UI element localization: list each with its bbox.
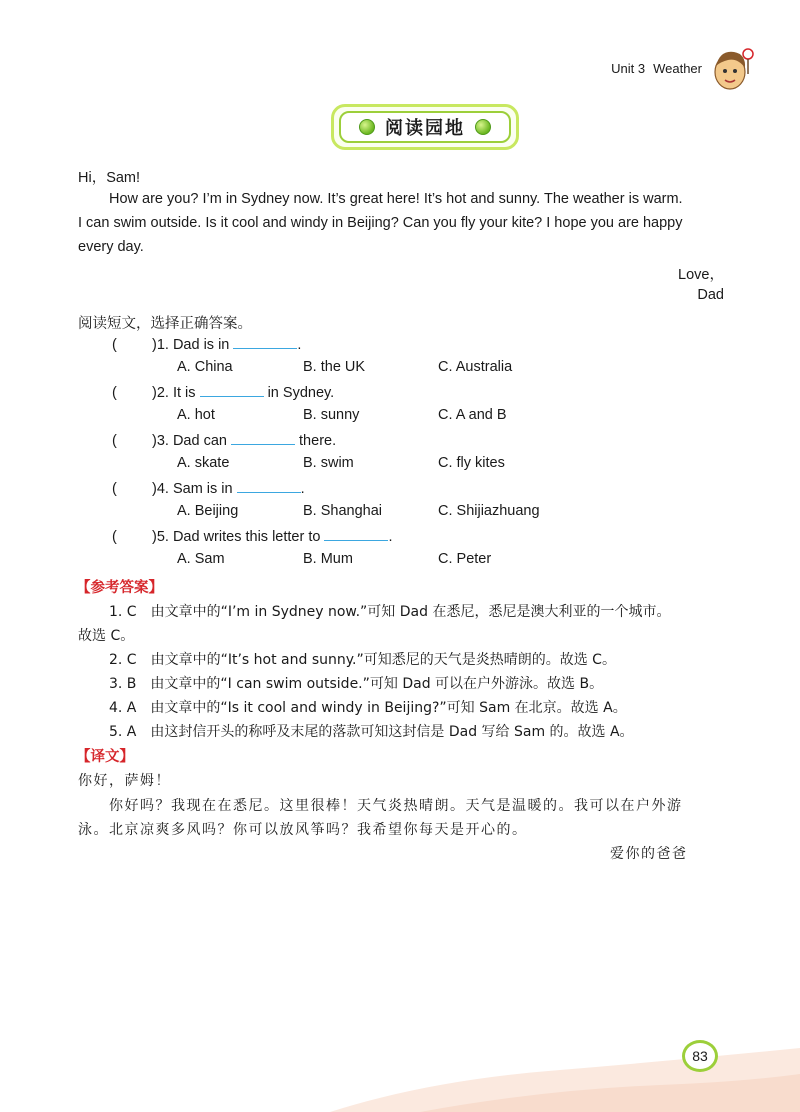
option: C. fly kites <box>438 455 505 471</box>
options-row <box>177 551 577 571</box>
answer-line: 故选 C。 <box>78 628 135 644</box>
decorative-wave <box>0 1030 800 1112</box>
unit-topic: Weather <box>653 61 702 76</box>
option: B. the UK <box>303 359 366 375</box>
options-row <box>177 407 577 427</box>
letter-closing: Love， <box>678 267 724 283</box>
instruction: 阅读短文，选择正确答案。 <box>78 316 252 332</box>
letter-body-line: I can swim outside. Is it cool and windy in Beijing? Can you fly your kite? I hope you are happy <box>78 215 683 231</box>
question-text: Dad can <box>172 433 227 449</box>
option: A. hot <box>177 407 215 423</box>
question-row: ( )2. It is in Sydney. <box>112 385 335 401</box>
letter-signature: Dad <box>697 287 724 303</box>
answer-blank <box>237 479 301 493</box>
letter-body-line: How are you? I’m in Sydney now. It’s great here! It’s hot and sunny. The weather is warm. <box>109 191 683 207</box>
letter-body-line: every day. <box>78 239 144 255</box>
options-row <box>177 359 577 379</box>
option: C. Australia <box>438 359 513 375</box>
section-title-banner <box>331 104 519 150</box>
option: C. Shijiazhuang <box>438 503 540 519</box>
answer-blank <box>200 383 264 397</box>
question-number: )3. <box>152 433 169 449</box>
question-number: )5. <box>152 529 169 545</box>
answer-blank <box>231 431 295 445</box>
green-dot-icon <box>359 119 375 135</box>
answers-heading: 【参考答案】 <box>76 580 163 596</box>
option: B. sunny <box>303 407 360 423</box>
translation-line: 泳。北京凉爽多风吗？你可以放风筝吗？我希望你每天是开心的。 <box>78 822 528 838</box>
unit-header <box>603 61 702 76</box>
section-title: 阅读园地 <box>385 118 465 139</box>
question-tail: in Sydney. <box>267 385 335 401</box>
question-number: )1. <box>152 337 169 353</box>
question-tail: . <box>300 481 305 497</box>
letter-greeting: Hi，Sam! <box>78 170 141 186</box>
answer-line: 5. A 由这封信开头的称呼及末尾的落款可知这封信是 Dad 写给 Sam 的。故选 A。 <box>109 724 634 740</box>
option: C. Peter <box>438 551 492 567</box>
question-text: Dad writes this letter to <box>172 529 321 545</box>
option: C. A and B <box>438 407 507 423</box>
unit-label: Unit 3 <box>611 61 646 76</box>
question-text: It is <box>172 385 196 401</box>
question-row: ( )1. Dad is in . <box>112 337 302 353</box>
option: A. skate <box>177 455 230 471</box>
option: B. Shanghai <box>303 503 383 519</box>
translation-signature: 爱你的爸爸 <box>610 846 688 862</box>
answer-blank <box>233 335 297 349</box>
question-number: )4. <box>152 481 169 497</box>
question-text: Dad is in <box>172 337 230 353</box>
translation-heading: 【译文】 <box>76 749 134 765</box>
green-dot-icon <box>475 119 491 135</box>
answer-line: 2. C 由文章中的“It’s hot and sunny.”可知悉尼的天气是炎热晴朗的。故选 C。 <box>109 652 616 668</box>
option: A. Sam <box>177 551 225 567</box>
question-row: ( )5. Dad writes this letter to . <box>112 529 393 545</box>
page-number: 83 <box>682 1040 718 1072</box>
question-tail: there. <box>299 433 337 449</box>
options-row <box>177 455 577 475</box>
option: B. swim <box>303 455 354 471</box>
question-text: Sam is in <box>172 481 233 497</box>
question-number: )2. <box>152 385 169 401</box>
translation-greeting: 你好，萨姆！ <box>78 773 171 789</box>
cartoon-kid-icon <box>708 44 756 94</box>
option: A. China <box>177 359 233 375</box>
question-tail: . <box>297 337 302 353</box>
option: B. Mum <box>303 551 353 567</box>
answer-line: 1. C 由文章中的“I’m in Sydney now.”可知 Dad 在悉尼，悉尼是澳大利亚的一个城市。 <box>109 604 671 620</box>
answer-blank <box>324 527 388 541</box>
translation-line: 你好吗？我现在在悉尼。这里很棒！天气炎热晴朗。天气是温暖的。我可以在户外游 <box>109 798 683 814</box>
answer-line: 3. B 由文章中的“I can swim outside.”可知 Dad 可以在户外游泳。故选 B。 <box>109 676 604 692</box>
option: A. Beijing <box>177 503 239 519</box>
question-row: ( )4. Sam is in . <box>112 481 305 497</box>
question-tail: . <box>388 529 393 545</box>
options-row <box>177 503 577 523</box>
question-row: ( )3. Dad can there. <box>112 433 337 449</box>
answer-line: 4. A 由文章中的“Is it cool and windy in Beijing?”可知 Sam 在北京。故选 A。 <box>109 700 627 716</box>
